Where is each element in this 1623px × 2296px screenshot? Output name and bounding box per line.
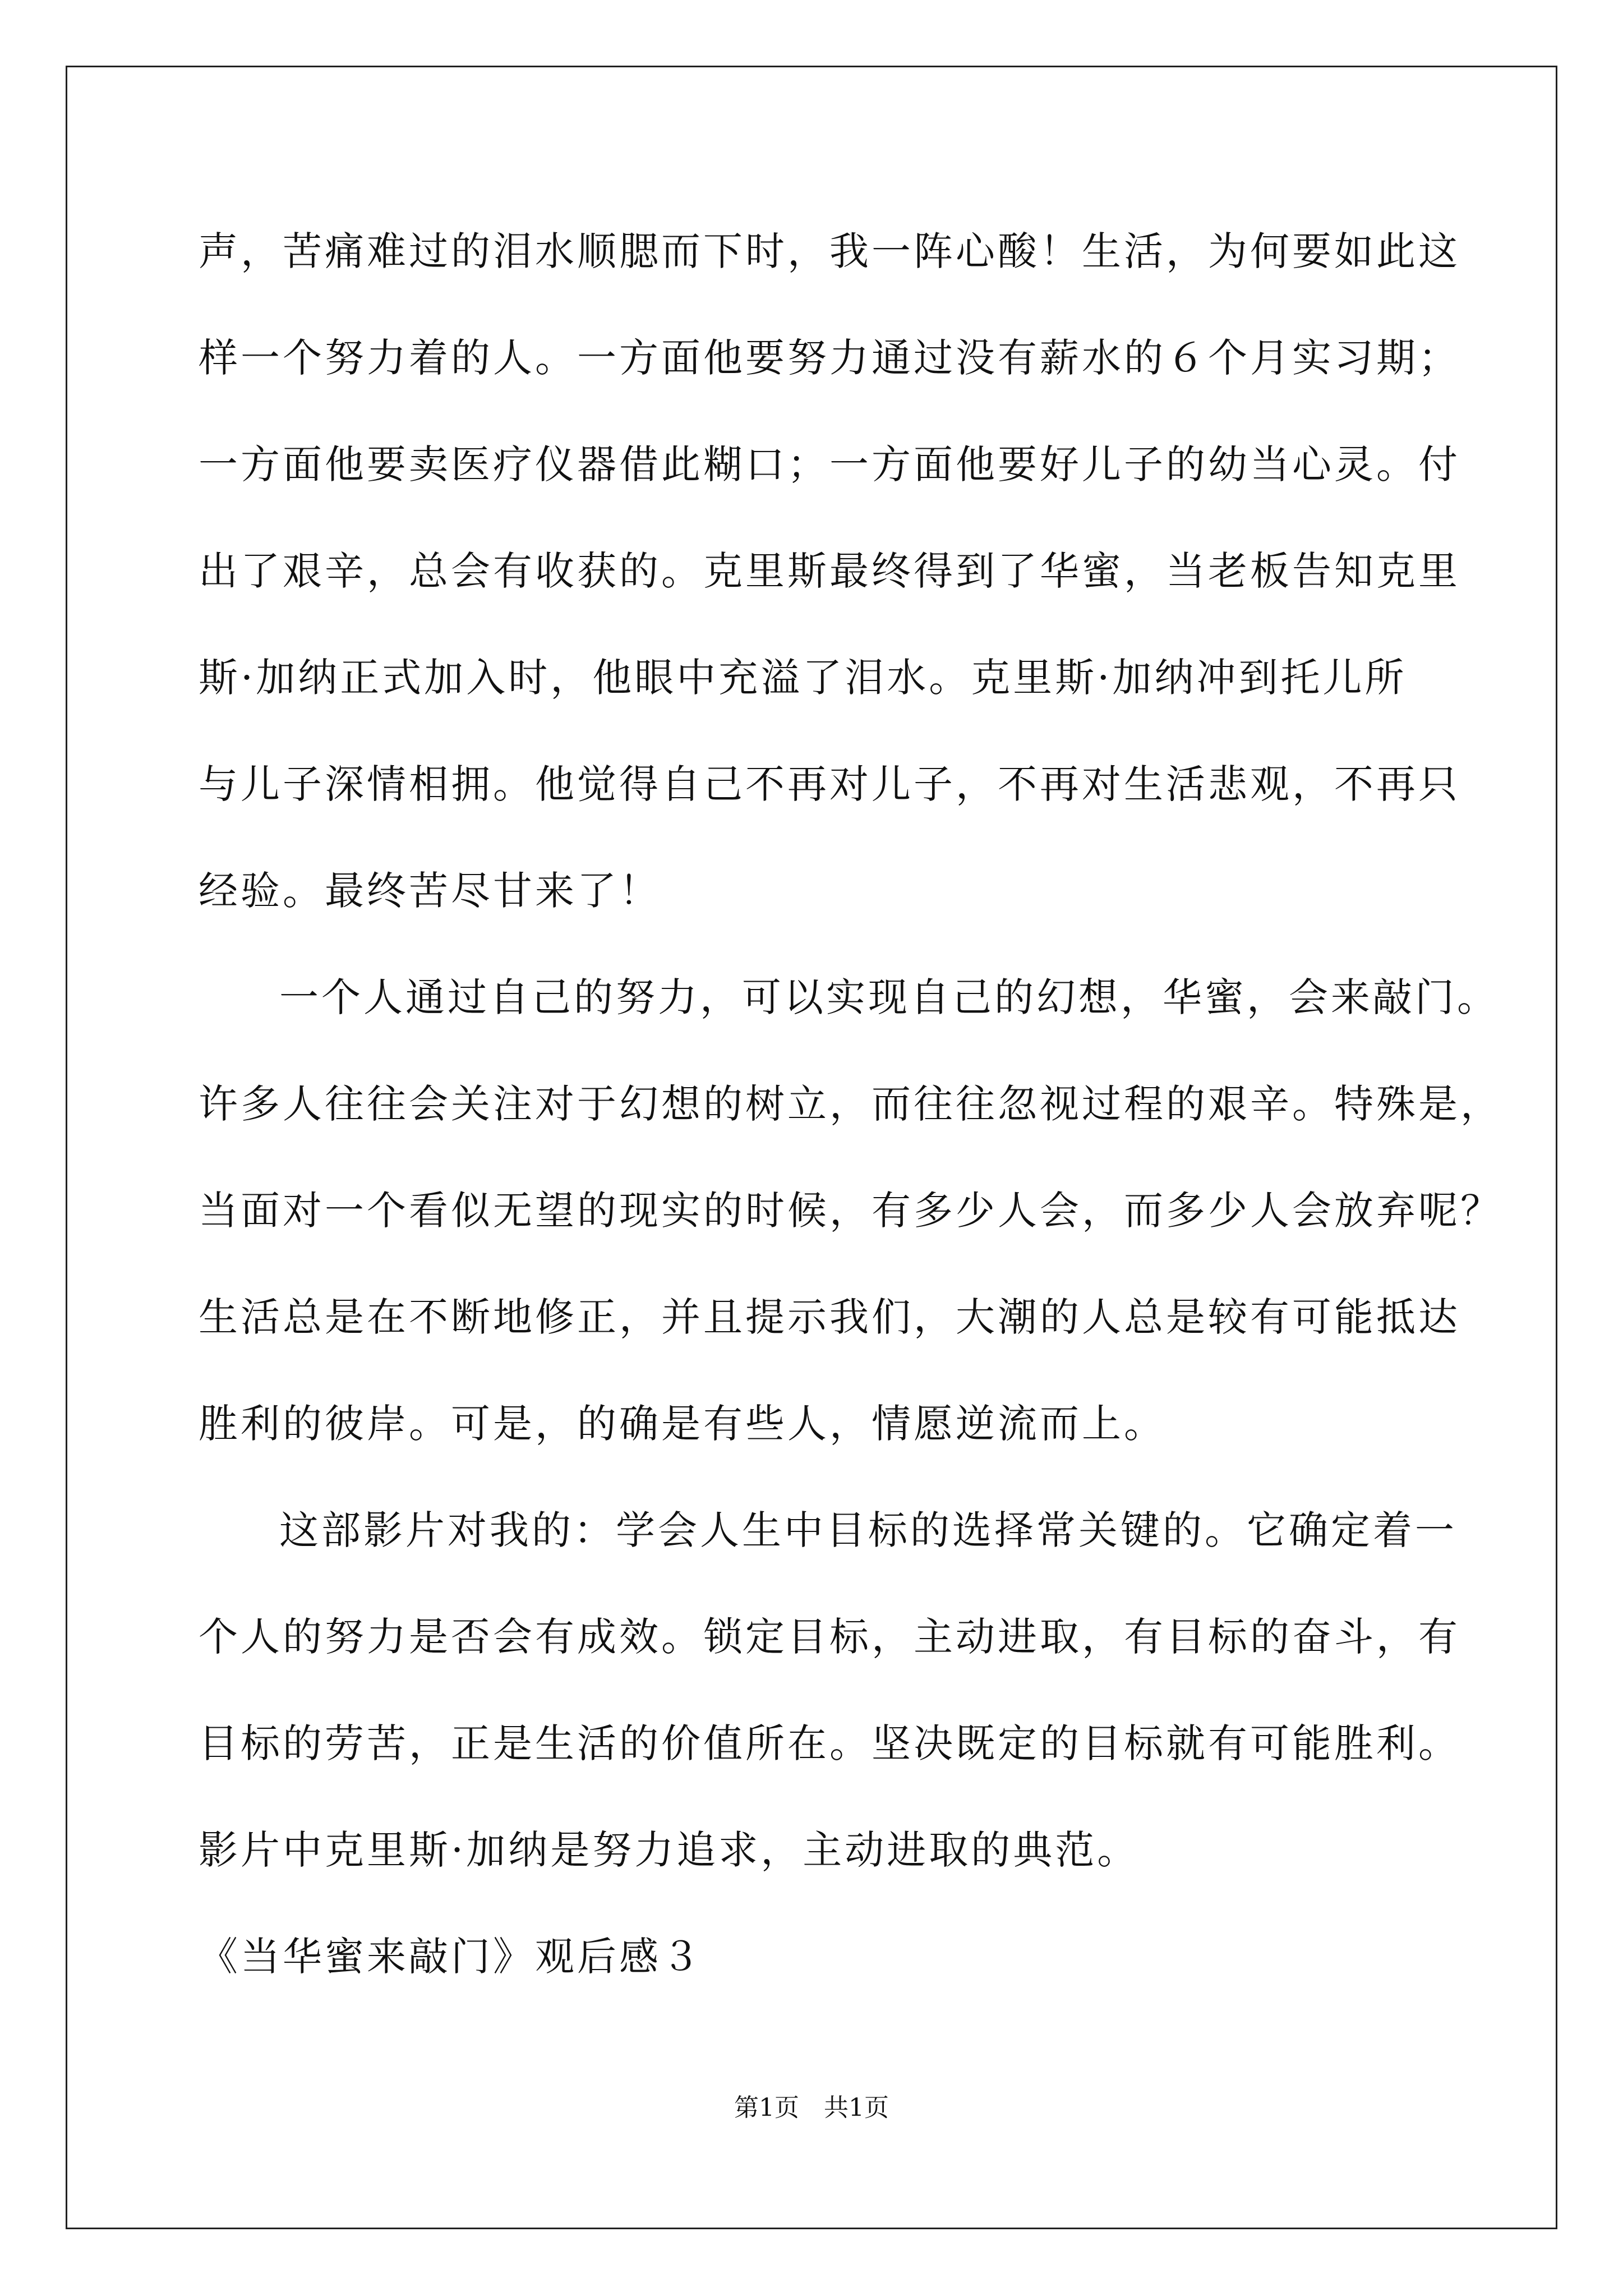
- paragraph-line: 声，苦痛难过的泪水顺腮而下时，我一阵心酸！生活，为何要如此这: [199, 228, 1460, 274]
- paragraph-line: 目标的劳苦，正是生活的价值所在。坚决既定的目标就有可能胜利。: [199, 1720, 1460, 1766]
- paragraph-line: 出了艰辛，总会有收获的。克里斯最终得到了华蜜，当老板告知克里: [199, 548, 1460, 594]
- paragraph-line: 斯·加纳正式加入时，他眼中充溢了泪水。克里斯·加纳冲到托儿所: [199, 655, 1407, 701]
- paragraph-line: 经验。最终苦尽甘来了！: [199, 868, 661, 914]
- paragraph-line: 一方面他要卖医疗仪器借此糊口；一方面他要好儿子的幼当心灵。付: [199, 441, 1460, 487]
- page-border: [66, 66, 1557, 2229]
- paragraph-line: 与儿子深情相拥。他觉得自己不再对儿子，不再对生活悲观，不再只: [199, 761, 1460, 807]
- paragraph-first-line: 一个人通过自己的努力，可以实现自己的幻想，华蜜，会来敲门。: [279, 974, 1499, 1020]
- paragraph-line: 许多人往往会关注对于幻想的树立，而往往忽视过程的艰辛。特殊是，: [199, 1081, 1502, 1127]
- paragraph-line: 胜利的彼岸。可是，的确是有些人，情愿逆流而上。: [199, 1401, 1166, 1447]
- section-heading: 《当华蜜来敲门》观后感３: [199, 1934, 703, 1980]
- paragraph-line: 影片中克里斯·加纳是努力追求，主动进取的典范。: [199, 1827, 1140, 1873]
- paragraph-line: 个人的努力是否会有成效。锁定目标，主动进取，有目标的奋斗，有: [199, 1614, 1460, 1660]
- paragraph-first-line: 这部影片对我的：学会人生中目标的选择常关键的。它确定着一: [279, 1507, 1457, 1553]
- paragraph-line: 生活总是在不断地修正，并且提示我们，大潮的人总是较有可能抵达: [199, 1294, 1460, 1340]
- paragraph-line: 样一个努力着的人。一方面他要努力通过没有薪水的６个月实习期；: [199, 335, 1460, 381]
- page-footer: 第1页 共1页: [734, 2093, 889, 2122]
- paragraph-line: 当面对一个看似无望的现实的时候，有多少人会，而多少人会放弃呢？: [199, 1188, 1502, 1234]
